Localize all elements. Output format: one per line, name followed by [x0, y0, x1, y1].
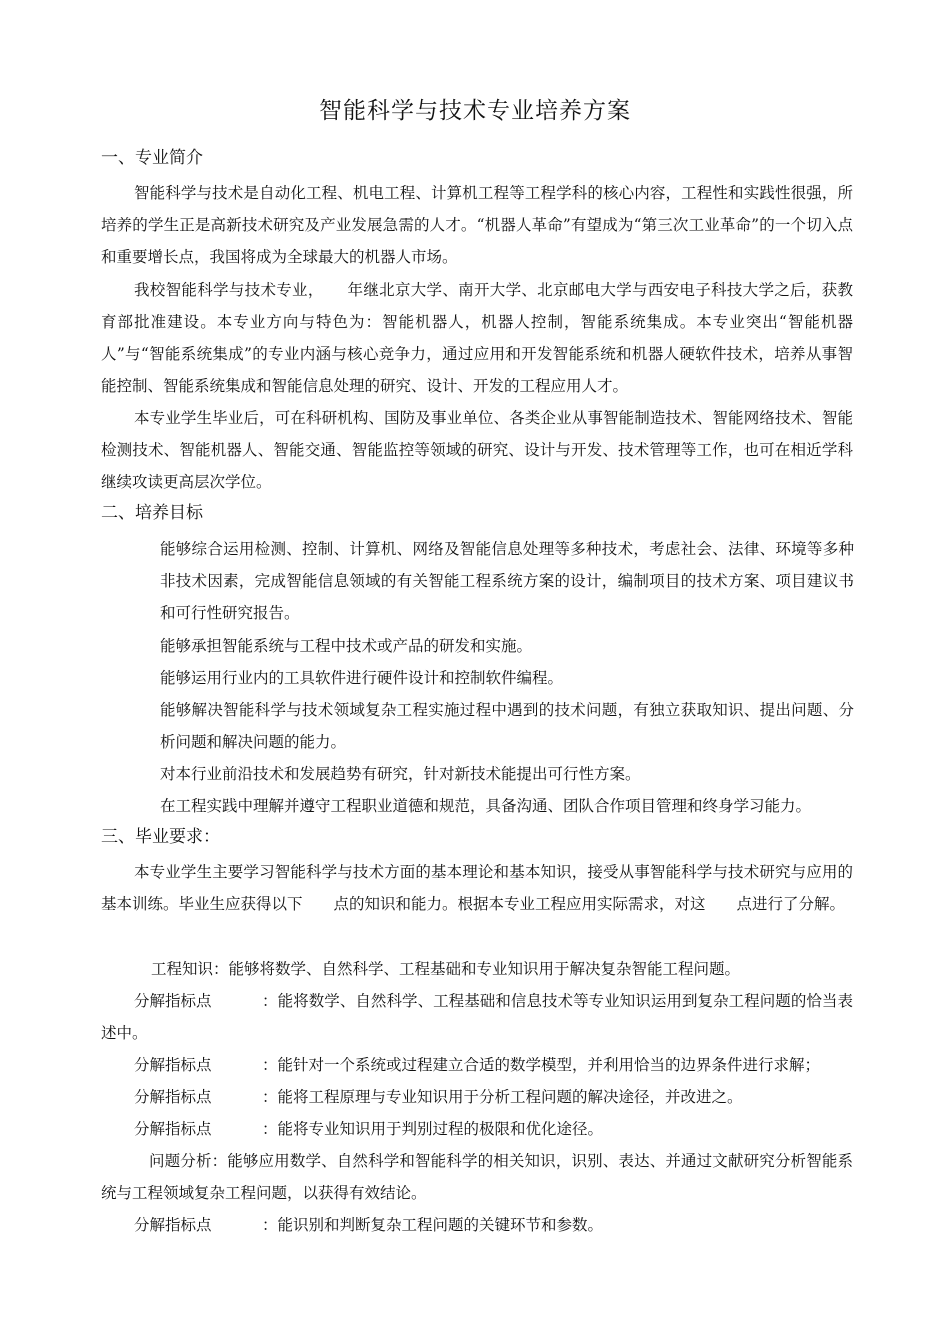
section-heading-requirements: 三、毕业要求： — [101, 827, 220, 847]
indicator-text: ：能将工程原理与专业知识用于分析工程问题的解决途径，并改进之。 — [262, 1088, 743, 1106]
intro-paragraph-2: 我校智能科学与技术专业， 年继北京大学、南开大学、北京邮电大学与西安电子科技大学之后，获教育部批准建设。本专业方向与特色为：智能机器人，机器人控制，智能系统集成。本专业突出“智能机器人”与“智能系统集成”的专业内涵与核心竞争力，通过应用和开发智能系统和机器人硬软件技术，培养从事智能控制、智能系统集成和智能信息处理的研究、设计、开发的工程应用人才。 — [101, 281, 853, 395]
section-heading-intro: 一、专业简介 — [101, 148, 203, 168]
goal-item: 能够综合运用检测、控制、计算机、网络及智能信息处理等多种技术，考虑社会、法律、环境等多种非技术因素，完成智能信息领域的有关智能工程系统方案的设计，编制项目的技术方案、项目建议书和可行性研究报告。 — [160, 540, 854, 622]
indicator-label: 分解指标点 — [134, 1056, 212, 1074]
requirement-item-engineering-knowledge: 工程知识：能够将数学、自然科学、工程基础和专业知识用于解决复杂智能工程问题。 — [151, 960, 741, 978]
goal-item: 对本行业前沿技术和发展趋势有研究，针对新技术能提出可行性方案。 — [160, 765, 641, 783]
goal-item: 在工程实践中理解并遵守工程职业道德和规范，具备沟通、团队合作项目管理和终身学习能力。 — [160, 797, 812, 815]
indicator-point — [134, 1209, 603, 1241]
indicator-point — [101, 985, 853, 1049]
indicator-text: ：能识别和判断复杂工程问题的关键环节和参数。 — [262, 1216, 604, 1234]
requirements-intro: 本专业学生主要学习智能科学与技术方面的基本理论和基本知识，接受从事智能科学与技术研究与应用的基本训练。毕业生应获得以下 点的知识和能力。根据本专业工程应用实际需求，对这 点进行了分解。 — [101, 863, 853, 913]
intro-paragraph-1: 智能科学与技术是自动化工程、机电工程、计算机工程等工程学科的核心内容，工程性和实践性很强，所培养的学生正是高新技术研究及产业发展急需的人才。“机器人革命”有望成为“第三次工业革命”的一个切入点和重要增长点，我国将成为全球最大的机器人市场。 — [101, 184, 853, 266]
requirement-item-problem-analysis — [101, 1145, 853, 1209]
page-title: 智能科学与技术专业培养方案 — [319, 98, 631, 124]
intro-paragraph-3: 本专业学生毕业后，可在科研机构、国防及事业单位、各类企业从事智能制造技术、智能网络技术、智能检测技术、智能机器人、智能交通、智能监控等领域的研究、设计与开发、技术管理等工作，也可在相近学科继续攻读更高层次学位。 — [101, 409, 853, 491]
goal-item: 能够解决智能科学与技术领域复杂工程实施过程中遇到的技术问题，有独立获取知识、提出问题、分析问题和解决问题的能力。 — [160, 701, 854, 751]
indicator-text: ：能将数学、自然科学、工程基础和信息技术等专业知识运用到复杂工程问题的恰当表述中。 — [101, 992, 853, 1042]
section-heading-goals: 二、培养目标 — [101, 503, 203, 523]
goal-item: 能够承担智能系统与工程中技术或产品的研发和实施。 — [160, 637, 533, 655]
requirement-text: 问题分析：能够应用数学、自然科学和智能科学的相关知识，识别、表达、并通过文献研究分析智能系统与工程领域复杂工程问题，以获得有效结论。 — [101, 1152, 853, 1202]
indicator-point — [134, 1113, 603, 1145]
indicator-text: ：能将专业知识用于判别过程的极限和优化途径。 — [262, 1120, 604, 1138]
indicator-label: 分解指标点 — [134, 1088, 212, 1106]
indicator-text: ：能针对一个系统或过程建立合适的数学模型，并利用恰当的边界条件进行求解； — [262, 1056, 821, 1074]
indicator-label: 分解指标点 — [134, 1216, 212, 1234]
indicator-point — [134, 1081, 743, 1113]
goal-item: 能够运用行业内的工具软件进行硬件设计和控制软件编程。 — [160, 669, 564, 687]
indicator-label: 分解指标点 — [134, 1120, 212, 1138]
indicator-point — [134, 1049, 820, 1081]
indicator-label: 分解指标点 — [134, 992, 212, 1010]
